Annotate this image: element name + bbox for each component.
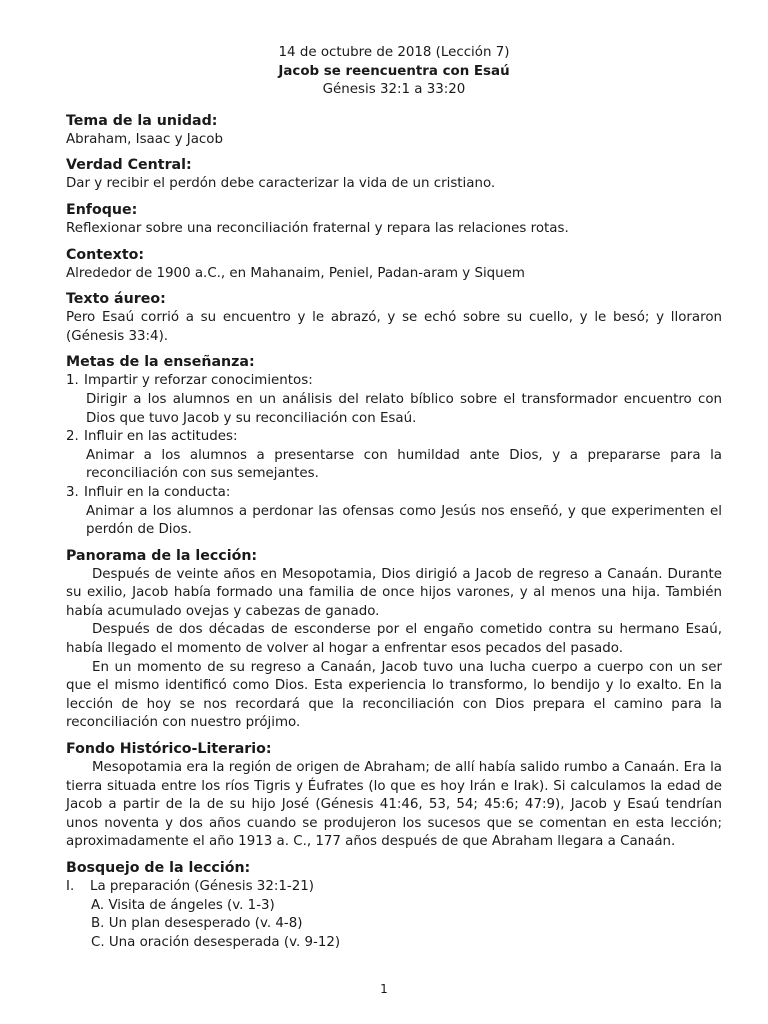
central-truth-section [66,156,722,194]
overview-paragraph: Después de dos décadas de esconderse por el engaño cometido contra su hermano Esaú, había llegado el momento de volver al hogar a enfrentar esos pecados del pasado. [66,622,722,657]
central-truth-text: Dar y recibir el perdón debe caracterizar la vida de un cristiano. [66,176,496,192]
golden-text-heading: Texto áureo: [66,291,166,308]
context-text: Alrededor de 1900 a.C., en Mahanaim, Peniel, Padan-aram y Siquem [66,265,525,281]
goal-body: Dirigir a los alumnos en un análisis del relato bíblico sobre el transformador encuentro con Dios que tuvo Jacob y su reconciliación con Esaú. [86,391,722,426]
goal-item [66,428,722,484]
outline-main-item [66,878,722,897]
goal-title: Influir en las actitudes: [84,429,238,445]
overview-section [66,547,722,733]
goal-body: Animar a los alumnos a perdonar las ofensas como Jesús nos enseñó, y que experimenten el perdón de Dios. [86,503,722,538]
goal-body: Animar a los alumnos a presentarse con humildad ante Dios, y a prepararse para la reconciliación con sus semejantes. [86,447,722,482]
outline-heading: Bosquejo de la lección: [66,860,251,876]
central-truth-heading: Verdad Central: [66,157,192,174]
overview-heading: Panorama de la lección: [66,547,258,564]
goal-item [66,484,722,540]
focus-heading: Enfoque: [66,201,138,218]
background-paragraph: Mesopotamia era la región de origen de Abraham; de allí había salido rumbo a Canaán. Era la tierra situada entre los ríos Tigris y Éufrates (lo que es hoy Irán e Irak). Si calculamos la edad de Jacob a partir de la de su hijo José (Génesis 41:46, 53, 54; 45:6; 47:9), Jacob y Esaú tendrían unos noventa y dos años cuando se produjeron los sucesos que se comentan en esta lección; aproximadamente el año 1913 a. C., 177 años después de que Abraham llegara a Canaán. [66,760,722,850]
lesson-date: 14 de octubre de 2018 (Lección 7) [278,45,510,60]
goal-number: 2. [66,429,79,445]
overview-paragraph: Después de veinte años en Mesopotamia, Dios dirigió a Jacob de regreso a Canaán. Durante su exilio, Jacob había formado una familia de once hijos varones, y al menos una hija. También había acumulado ovejas y cabezas de ganado. [66,566,722,619]
unit-theme-heading: Tema de la unidad: [66,112,218,129]
goal-item [66,372,722,428]
goals-heading: Metas de la enseñanza: [66,354,255,371]
lesson-header [66,44,722,100]
golden-text-text: Pero Esaú corrió a su encuentro y le abrazó, y se echó sobre su cuello, y le besó; y lloraron (Génesis 33:4). [66,310,722,344]
focus-text: Reflexionar sobre una reconciliación fraternal y repara las relaciones rotas. [66,220,569,236]
outline-sub-item: B. Un plan desesperado (v. 4-8) [91,916,303,932]
unit-theme-text: Abraham, Isaac y Jacob [66,131,223,147]
goal-title: Influir en la conducta: [84,484,231,500]
unit-theme-section [66,112,722,150]
goal-number: 3. [66,484,79,500]
outline-section [66,859,722,952]
page-number: 1 [380,982,388,996]
outline-main-text: La preparación (Génesis 32:1-21) [90,879,314,894]
lesson-title: Jacob se reencuentra con Esaú [278,63,510,79]
overview-paragraph: En un momento de su regreso a Canaán, Jacob tuvo una lucha cuerpo a cuerpo con un ser que el mismo identificó como Dios. Esta experiencia lo transformo, lo bendijo y lo exalto. En la lección de hoy se nos recordará que la reconciliación con Dios prepara el camino para la reconciliación con nuestro prójimo. [66,659,722,731]
goals-section [66,353,722,539]
document-page [66,44,722,952]
context-heading: Contexto: [66,246,145,263]
outline-sub-item: A. Visita de ángeles (v. 1-3) [91,897,275,913]
lesson-passage: Génesis 32:1 a 33:20 [322,82,466,98]
context-section [66,246,722,284]
goal-title: Impartir y reforzar conocimientos: [84,373,313,389]
golden-text-section [66,290,722,346]
goal-number: 1. [66,373,79,389]
outline-sub-item: C. Una oración desesperada (v. 9-12) [91,934,341,950]
focus-section [66,201,722,239]
background-section [66,740,722,852]
background-heading: Fondo Histórico-Literario: [66,741,272,758]
outline-roman-numeral: I. [66,879,75,894]
